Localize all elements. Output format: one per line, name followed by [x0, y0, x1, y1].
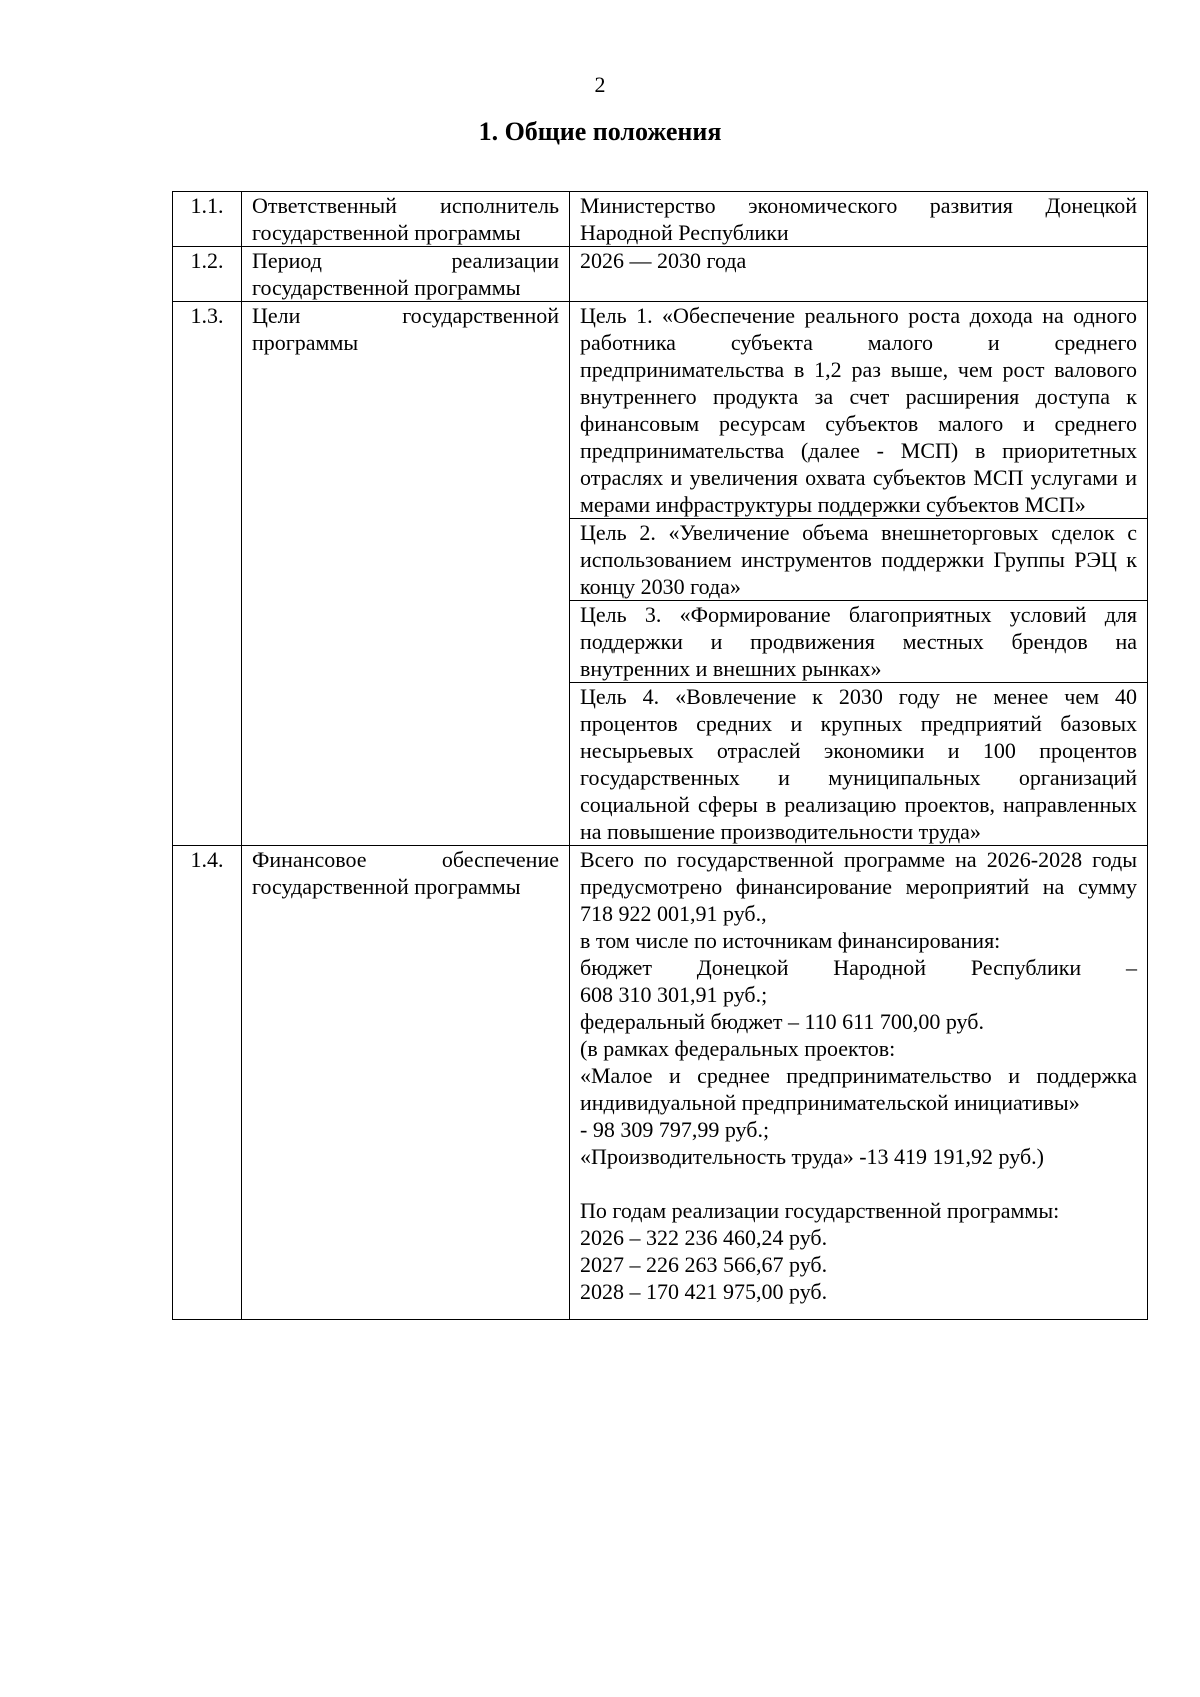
row-label: Период реализации государственной программы [242, 247, 570, 302]
row-label: Ответственный исполнитель государственной программы [242, 192, 570, 247]
finance-cell [570, 846, 1148, 1320]
table-row [173, 302, 1148, 519]
row-number: 1.4. [173, 846, 242, 1320]
finance-regional-budget-amount: 608 310 301,91 руб.; [580, 982, 768, 1007]
table-row [173, 192, 1148, 247]
program-passport-table [172, 191, 1148, 1320]
goal-1: Цель 1. «Обеспечение реального роста дохода на одного работника субъекта малого и среднего предпринимательства в 1,2 раз выше, чем рост валового внутреннего продукта за счет расширения доступа к финансовым ресурсам субъектов малого и среднего предпринимательства (далее - МСП) в приоритетных отраслях и увеличения охвата субъектов МСП услугами и мерами инфраструктуры поддержки субъектов МСП» [570, 302, 1148, 519]
finance-federal-budget: федеральный бюджет – 110 611 700,00 руб. [580, 1009, 984, 1034]
row-number: 1.2. [173, 247, 242, 302]
row-value: Министерство экономического развития Донецкой Народной Республики [570, 192, 1148, 247]
finance-project-msp-amount: - 98 309 797,99 руб.; [580, 1117, 770, 1142]
finance-year-2028: 2028 – 170 421 975,00 руб. [580, 1279, 828, 1304]
finance-intro: Всего по государственной программе на 2026-2028 годы предусмотрено финансирование мероприятий на сумму 718 922 001,91 руб., [580, 847, 1137, 926]
goal-3: Цель 3. «Формирование благоприятных условий для поддержки и продвижения местных брендов на внутренних и внешних рынках» [570, 601, 1148, 683]
finance-year-2026: 2026 – 322 236 460,24 руб. [580, 1225, 828, 1250]
spacer [580, 1170, 1137, 1197]
finance-project-productivity: «Производительность труда» -13 419 191,92 руб.) [580, 1144, 1044, 1169]
table-row [173, 247, 1148, 302]
goal-4: Цель 4. «Вовлечение к 2030 году не менее чем 40 процентов средних и крупных предприятий базовых несырьевых отраслей экономики и 100 процентов государственных и муниципальных организаций социальной сферы в реализацию проектов, направленных на повышение производительности труда» [570, 683, 1148, 846]
finance-projects-heading: (в рамках федеральных проектов: [580, 1036, 896, 1061]
goal-2: Цель 2. «Увеличение объема внешнеторговых сделок с использованием инструментов поддержки Группы РЭЦ к концу 2030 года» [570, 519, 1148, 601]
finance-sources-heading: в том числе по источникам финансирования: [580, 928, 1001, 953]
finance-by-years-heading: По годам реализации государственной программы: [580, 1198, 1060, 1223]
page-number: 2 [594, 72, 606, 97]
finance-regional-budget-label: бюджет Донецкой Народной Республики – [580, 955, 1137, 980]
row-label: Цели государственной программы [242, 302, 570, 846]
row-value: 2026 — 2030 года [570, 247, 1148, 302]
row-number: 1.1. [173, 192, 242, 247]
section-title: 1. Общие положения [478, 117, 722, 146]
finance-project-msp: «Малое и среднее предпринимательство и поддержка индивидуальной предпринимательской инициативы» [580, 1063, 1137, 1115]
row-label: Финансовое обеспечение государственной программы [242, 846, 570, 1320]
row-number: 1.3. [173, 302, 242, 846]
table-row [173, 846, 1148, 1320]
finance-year-2027: 2027 – 226 263 566,67 руб. [580, 1252, 828, 1277]
